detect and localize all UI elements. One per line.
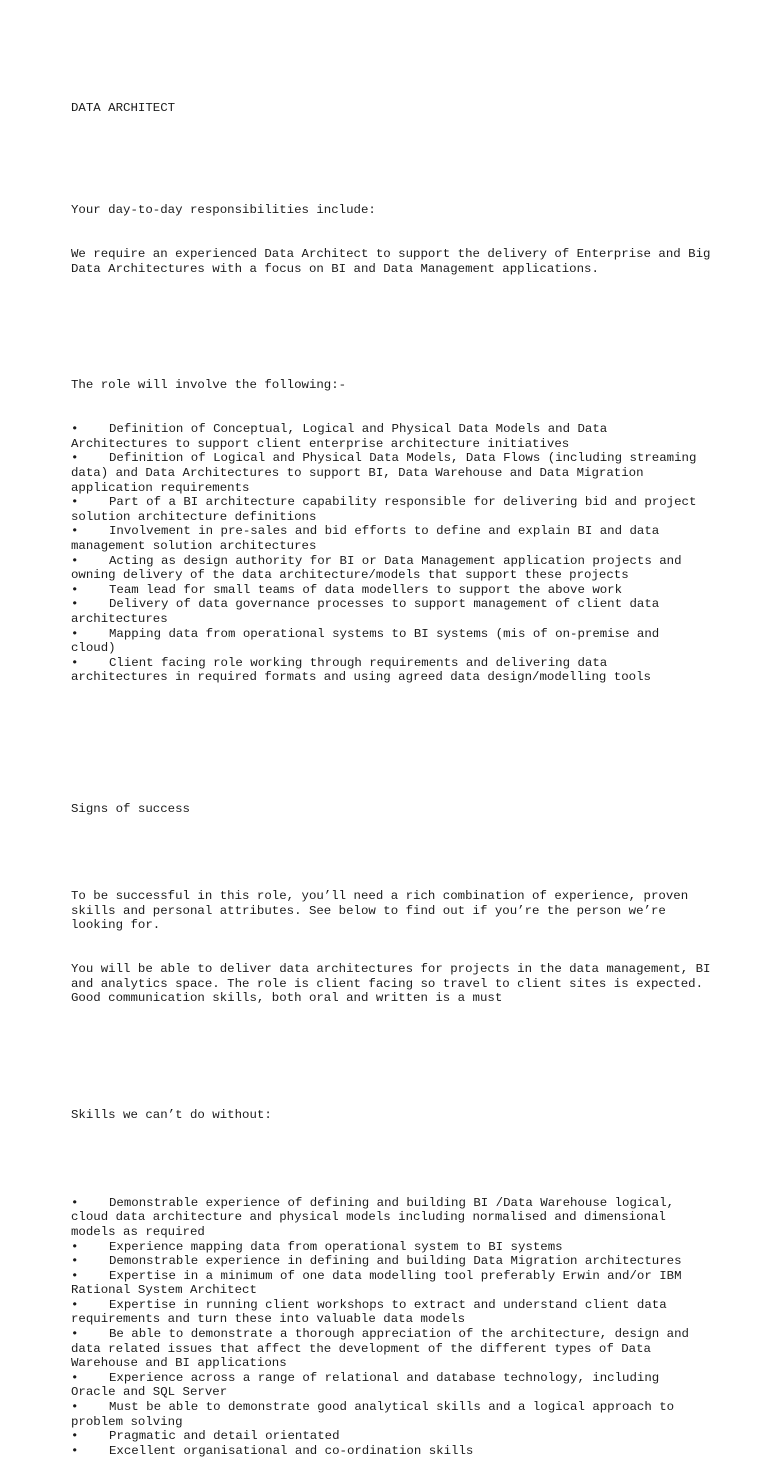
skill-item-text: Experience across a range of relational and database technology, including Oracle and SQL Server <box>71 1370 667 1400</box>
skill-item <box>71 1444 711 1459</box>
bullet-icon: • <box>71 626 79 641</box>
role-item-text: Client facing role working through requirements and delivering data architectures in required formats and using agreed data design/modelling tools <box>71 655 651 685</box>
skill-item <box>71 1429 711 1444</box>
skill-item-text: Demonstrable experience of defining and building BI /Data Warehouse logical, cloud data architecture and physical models including normalised and dimensional models as required <box>71 1195 682 1239</box>
skills-heading: Skills we can’t do without: <box>71 1108 272 1123</box>
skill-item-text: Pragmatic and detail orientated <box>109 1429 340 1444</box>
bullet-icon: • <box>71 524 79 539</box>
bullet-icon: • <box>71 1443 79 1458</box>
document-page <box>71 72 718 1473</box>
skill-item-text: Excellent organisational and co-ordination skills <box>109 1443 474 1458</box>
skill-item <box>71 1371 711 1400</box>
skill-item <box>71 1240 711 1255</box>
skill-item <box>71 1196 711 1240</box>
role-item-text: Mapping data from operational systems to BI systems (mis of on-premise and cloud) <box>71 626 667 656</box>
bullet-icon: • <box>71 1400 79 1415</box>
skill-item <box>71 1327 711 1371</box>
spacer <box>71 145 711 160</box>
role-item <box>71 451 711 495</box>
role-item <box>71 554 711 583</box>
bullet-icon: • <box>71 582 79 597</box>
success-paragraph-1: To be successful in this role, you’ll need a rich combination of experience, proven skills and personal attributes. See below to find out if you’re the person we’re looking for. <box>71 889 696 933</box>
spacer <box>71 845 711 860</box>
skills-bullet-list <box>71 1196 711 1459</box>
bullet-icon: • <box>71 1370 79 1385</box>
bullet-icon: • <box>71 1429 79 1444</box>
role-bullet-list <box>71 422 711 685</box>
role-item <box>71 422 711 451</box>
role-item-text: Acting as design authority for BI or Data Management application projects and owning delivery of the data architecture/models that support these projects <box>71 553 689 583</box>
role-item-text: Definition of Conceptual, Logical and Physical Data Models and Data Architectures to support client enterprise architecture initiatives <box>71 422 615 451</box>
bullet-icon: • <box>71 1297 79 1312</box>
skill-item <box>71 1298 711 1327</box>
skill-item-text: Must be able to demonstrate good analytical skills and a logical approach to problem solving <box>71 1400 682 1429</box>
bullet-icon: • <box>71 451 79 466</box>
role-item <box>71 627 711 656</box>
spacer <box>71 1035 711 1064</box>
document-title: DATA ARCHITECT <box>71 101 176 116</box>
skill-item-text: Demonstrable experience in defining and building Data Migration architectures <box>109 1254 682 1269</box>
role-item <box>71 495 711 524</box>
role-item <box>71 597 711 626</box>
role-item <box>71 583 711 598</box>
skill-item-text: Expertise in a minimum of one data modelling tool preferably Erwin and/or IBM Rational System Architect <box>71 1268 689 1298</box>
role-item-text: Involvement in pre-sales and bid efforts to define and explain BI and data management solution architectures <box>71 524 667 553</box>
role-item-text: Part of a BI architecture capability responsible for delivering bid and project solution architecture definitions <box>71 495 704 524</box>
bullet-icon: • <box>71 495 79 510</box>
role-item <box>71 524 711 553</box>
bullet-icon: • <box>71 1268 79 1283</box>
bullet-icon: • <box>71 1327 79 1342</box>
bullet-icon: • <box>71 1239 79 1254</box>
bullet-icon: • <box>71 553 79 568</box>
spacer <box>71 306 711 335</box>
skill-item <box>71 1269 711 1298</box>
skill-item <box>71 1254 711 1269</box>
role-heading: The role will involve the following:- <box>71 378 347 393</box>
skill-item <box>71 1400 711 1429</box>
role-item <box>71 656 711 685</box>
success-heading: Signs of success <box>71 801 190 816</box>
skill-item-text: Experience mapping data from operational system to BI systems <box>109 1239 563 1254</box>
spacer <box>71 1152 711 1167</box>
skill-item-text: Be able to demonstrate a thorough appreciation of the architecture, design and data related issues that affect the development of the different types of Data Warehouse and BI applications <box>71 1327 697 1371</box>
bullet-icon: • <box>71 422 79 437</box>
role-item-text: Definition of Logical and Physical Data Models, Data Flows (including streaming data) and Data Architectures to support BI, Data Warehouse and Data Migration application requirements <box>71 451 704 495</box>
success-paragraph-2: You will be able to deliver data architectures for projects in the data management, BI and analytics space. The role is client facing so travel to client sites is expected. Good communication skills, both oral and written is a must <box>71 962 718 1006</box>
intro-paragraph: We require an experienced Data Architect to support the delivery of Enterprise and Big Data Architectures with a focus on BI and Data Management applications. <box>71 247 718 276</box>
bullet-icon: • <box>71 655 79 670</box>
intro-heading: Your day-to-day responsibilities include: <box>71 203 376 218</box>
skill-item-text: Expertise in running client workshops to extract and understand client data requirements and turn these into valuable data models <box>71 1297 675 1327</box>
bullet-icon: • <box>71 597 79 612</box>
bullet-icon: • <box>71 1195 79 1210</box>
bullet-icon: • <box>71 1254 79 1269</box>
role-item-text: Team lead for small teams of data modellers to support the above work <box>109 582 623 597</box>
spacer <box>71 714 711 758</box>
role-item-text: Delivery of data governance processes to support management of client data architectures <box>71 597 667 626</box>
